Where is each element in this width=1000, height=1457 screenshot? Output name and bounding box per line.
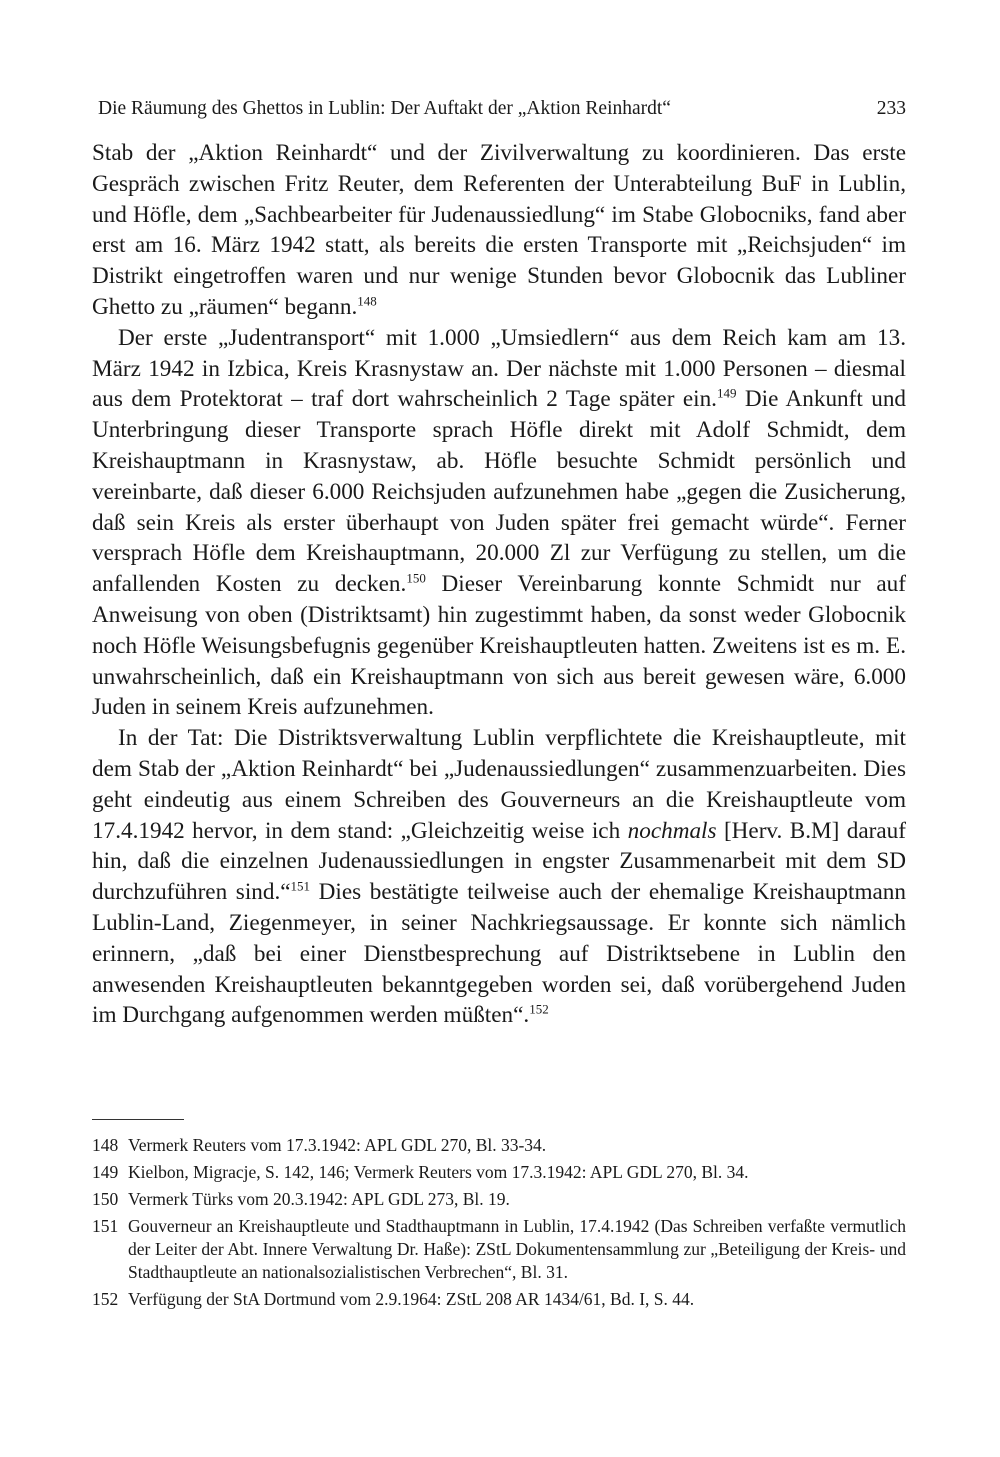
main-text bbox=[92, 138, 906, 1031]
text-run: Dies bestätigte teilweise auch der ehemalige Kreishauptmann Lublin-Land, Ziegenmeyer, in seiner Nachkriegsaussage. Er konnte sich nämlich erinnern, „daß bei einer Dienstbesprechung auf Distriktsebene in Lublin den anwesenden Kreishauptleuten bekanntgegeben worden sei, daß vorübergehend Juden im Durchgang aufgenommen werden müßten“. bbox=[92, 879, 906, 1029]
running-header-title: Die Räumung des Ghettos in Lublin: Der Auftakt der „Aktion Reinhardt“ bbox=[98, 98, 671, 119]
footnote-text: Verfügung der StA Dortmund vom 2.9.1964: ZStL 208 AR 1434/61, Bd. I, S. 44. bbox=[128, 1289, 695, 1310]
footnote bbox=[92, 1161, 906, 1184]
footnote-number: 149 bbox=[92, 1162, 119, 1183]
paragraph bbox=[92, 323, 906, 723]
text-run: Die Ankunft und Unterbringung dieser Transporte sprach Höfle direkt mit Adolf Schmidt, dem Kreishauptmann in Krasnystaw, ab. Höfle besuchte Schmidt persönlich und vereinbarte, daß dieser 6.000 Reichsjuden aufzunehmen habe „gegen die Zusicherung, daß sein Kreis als erster überhaupt von Juden später frei gemacht würde“. Ferner versprach Höfle dem Kreishauptmann, 20.000 Zl zur Verfügung zu stellen, um die anfallenden Kosten zu decken. bbox=[92, 386, 907, 598]
footnote-number: 151 bbox=[92, 1216, 119, 1237]
footnote-reference: 150 bbox=[406, 570, 426, 586]
footnote-reference: 152 bbox=[529, 1001, 549, 1017]
footnote-text: Gouverneur an Kreishauptleute und Stadthauptmann in Lublin, 17.4.1942 (Das Schreiben verfaßte vermutlich der Leiter der Abt. Innere Verwaltung Dr. Haße): ZStL Dokumentensammlung zur „Beteiligung der Kreis- und Stadthauptleute an nationalsozialistischen Verbrechen“, Bl. 31. bbox=[128, 1216, 906, 1283]
footnote-number: 152 bbox=[92, 1289, 119, 1310]
footnote-number: 148 bbox=[92, 1135, 119, 1156]
footnote-reference: 151 bbox=[290, 878, 311, 894]
text-run: [Herv. B.M] darauf hin, daß die einzelnen Judenaussiedlungen in engster Zusammenarbeit mit dem SD durchzuführen sind.“ bbox=[92, 817, 906, 906]
footnote bbox=[92, 1215, 906, 1284]
footnote-number: 150 bbox=[92, 1189, 119, 1210]
footnote-reference: 149 bbox=[716, 385, 737, 401]
text-run: In der Tat: Die Distriktsverwaltung Lublin verpflichtete die Kreishauptleute, mit dem Stab der „Aktion Reinhardt“ bei „Judenaussiedlungen“ zusammenzuarbeiten. Dies geht eindeutig aus einem Schreiben des Gouverneurs an die Kreishauptleute vom 17.4.1942 hervor, in dem stand: „Gleichzeitig weise ich bbox=[92, 725, 906, 844]
footnote bbox=[92, 1188, 906, 1211]
paragraph bbox=[92, 723, 906, 1031]
footnote-separator bbox=[92, 1119, 184, 1120]
book-page bbox=[92, 96, 906, 1315]
running-header bbox=[92, 96, 906, 122]
page-number: 233 bbox=[876, 98, 906, 119]
footnote-text: Vermerk Türks vom 20.3.1942: APL GDL 273, Bl. 19. bbox=[128, 1189, 510, 1210]
text-run: Der erste „Judentransport“ mit 1.000 „Umsiedlern“ aus dem Reich kam am 13. März 1942 in Izbica, Kreis Krasnystaw an. Der nächste mit 1.000 Personen – diesmal aus dem Protektorat – traf dort wahrscheinlich 2 Tage später ein. bbox=[92, 324, 906, 413]
paragraph bbox=[92, 138, 906, 323]
footnote-text: Kielbon, Migracje, S. 142, 146; Vermerk Reuters vom 17.3.1942: APL GDL 270, Bl. 34. bbox=[128, 1162, 749, 1183]
footnote-reference: 148 bbox=[357, 293, 377, 309]
emphasis: nochmals bbox=[627, 817, 717, 844]
text-run: Stab der „Aktion Reinhardt“ und der Zivilverwaltung zu koordinieren. Das erste Gespräch zwischen Fritz Reuter, dem Referenten der Unterabteilung BuF in Lublin, und Höfle, dem „Sachbearbeiter für Judenaussiedlung“ im Stabe Globocniks, fand aber erst am 16. März 1942 statt, als bereits die ersten Transporte mit „Reichsjuden“ im Distrikt eingetroffen waren und nur wenige Stunden bevor Globocnik das Lubliner Ghetto zu „räumen“ begann. bbox=[92, 140, 906, 320]
text-run: Dieser Vereinbarung konnte Schmidt nur auf Anweisung von oben (Distriktsamt) hin zugestimmt haben, da sonst weder Globocnik noch Höfle Weisungsbefugnis gegenüber Kreishauptleuten hatten. Zweitens ist es m. E. unwahrscheinlich, daß ein Kreishauptmann von sich aus bereit gewesen wäre, 6.000 Juden in seinem Kreis aufzunehmen. bbox=[92, 571, 906, 721]
footnote bbox=[92, 1288, 906, 1311]
footnotes bbox=[92, 1134, 906, 1311]
footnote bbox=[92, 1134, 906, 1157]
footnote-text: Vermerk Reuters vom 17.3.1942: APL GDL 270, Bl. 33-34. bbox=[128, 1135, 547, 1156]
